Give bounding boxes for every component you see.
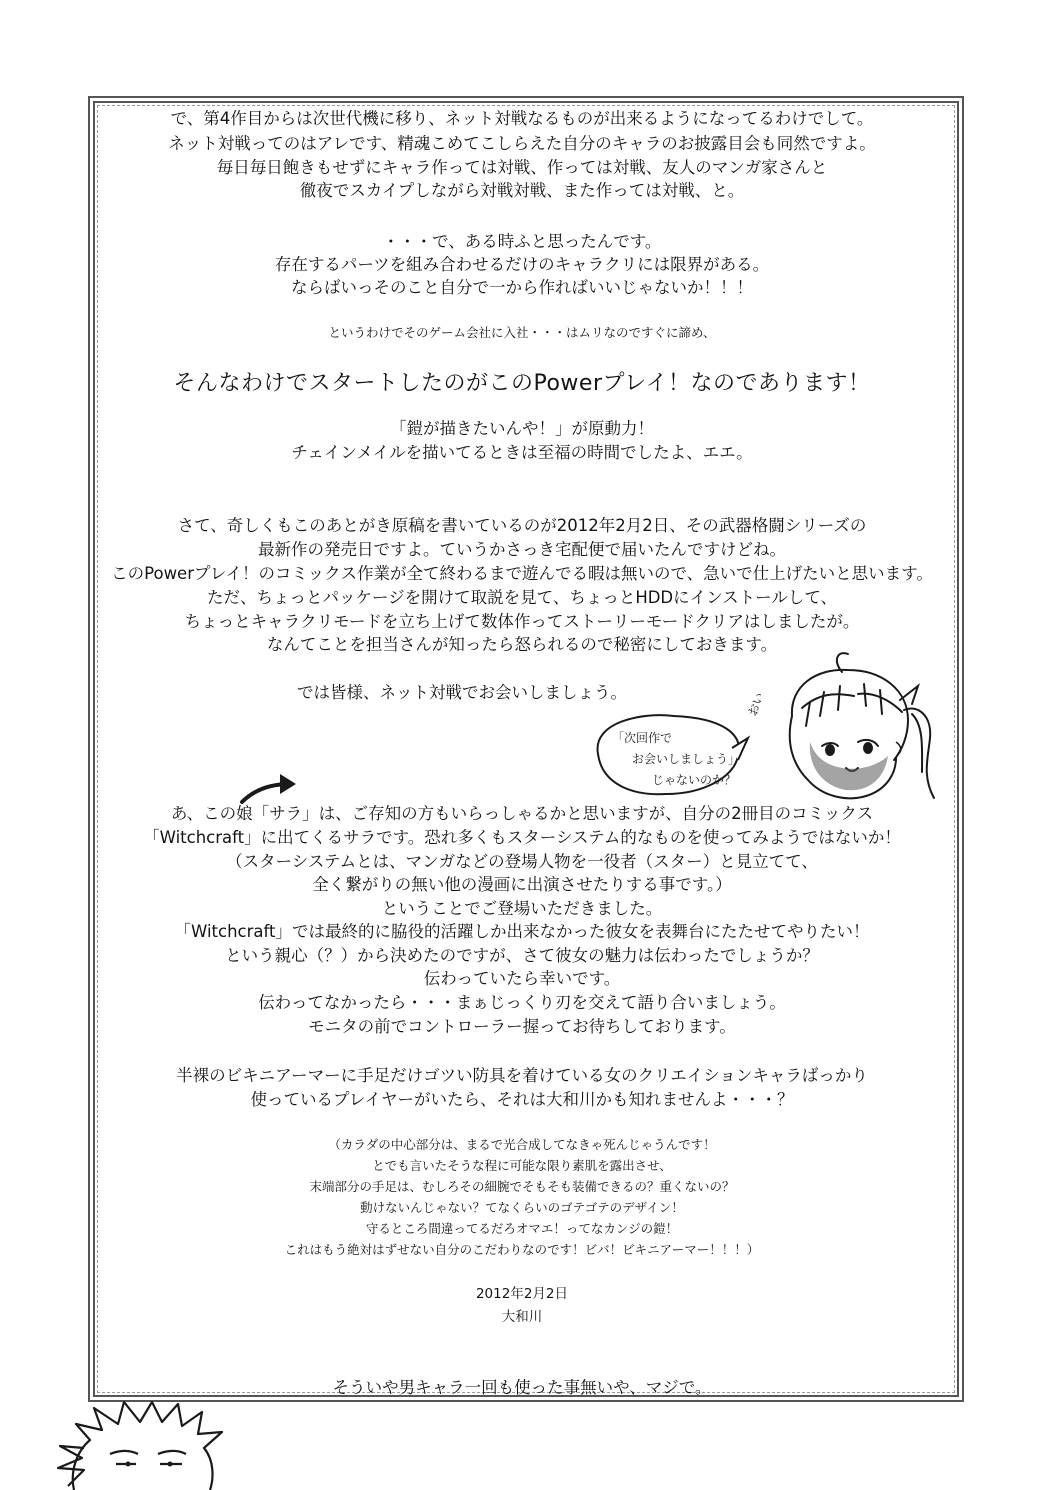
para6-line-1: 半裸のビキニアーマーに手足だけゴツい防具を着けている女のクリエイションキャラばっかり [176,1066,868,1085]
para2-line-1: ・・・で、ある時ふと思ったんです。 [382,232,662,251]
para5-line-9: 伝わってなかったら・・・まぁじっくり刃を交えて語り合いましょう。 [258,993,786,1012]
para5-line-2: 「Witchcraft」に出てくるサラです。恐れ多くもスターシステム的なものを使ってみようではないか！ [143,828,901,847]
speech-bubble [582,708,752,800]
para4-line-1: さて、奇しくもこのあとがき原稿を書いているのが2012年2月2日、その武器格闘シリーズの [177,516,867,535]
para1-line-2: ネット対戦ってのはアレです、精魂こめてこしらえた自分のキャラのお披露目会も同然ですよ。 [168,134,876,153]
para3-line-1: 「鎧が描きたいんや！」が原動力！ [390,419,654,438]
para2-line-3: ならばいっそのこと自分で一から作ればいいじゃないか！！！ [291,278,753,297]
aside-text: おい [745,690,767,719]
para5-line-4: 全く繋がりの無い他の漫画に出演させたりする事です。） [312,875,732,894]
para4-line-3: このPowerプレイ！のコミックス作業が全て終わるまで遊んでる暇は無いので、急いで仕上げたいと思います。 [111,564,933,583]
para5-line-8: 伝わっていたら幸いです。 [423,969,621,988]
small-note: というわけでそのゲーム会社に入社・・・はムリなのですぐに諦め、 [328,325,716,340]
para5-line-7: という親心（？）から決めたのですが、さて彼女の魅力は伝わったでしょうか？ [225,946,819,965]
girl-character-drawing [745,646,942,816]
para7-line-5: 守るところ間違ってるだろオマエ！ってなカンジの鎧！ [365,1221,679,1236]
para1-line-3: 毎日毎日飽きもせずにキャラ作っては対戦、作っては対戦、友人のマンガ家さんと [216,158,828,177]
para5-line-10: モニタの前でコントローラー握ってお待ちしております。 [308,1017,736,1036]
para5-line-5: ということでご登場いただきました。 [381,899,663,918]
bubble-line-3: じゃないのか？ [652,773,737,787]
para1-line-1: で、第4作目からは次世代機に移り、ネット対戦なるものが出来るようになってるわけでして。 [170,109,874,128]
para5-line-1: あ、この娘「サラ」は、ご存知の方もいらっしゃるかと思いますが、自分の2冊目のコミックス [170,804,874,823]
para4-line-6: なんてことを担当さんが知ったら怒られるので秘密にしておきます。 [266,635,778,654]
headline: そんなわけでスタートしたのがこのPowerプレイ！なのであります！ [173,371,871,396]
author-name: 大和川 [501,1309,543,1325]
para3-line-2: チェインメイルを描いてるときは至福の時間でしたよ、エエ。 [291,443,753,462]
boy-character-drawing [54,1398,234,1490]
bubble-line-1: 「次回作で [612,731,673,745]
para4-line-4: ただ、ちょっとパッケージを開けて取説を見て、ちょっとHDDにインストールして、 [206,588,837,607]
para7-line-2: とでも言いたそうな程に可能な限り素肌を露出させ、 [372,1158,672,1173]
greeting: では皆様、ネット対戦でお会いしましょう。 [297,683,627,702]
para1-line-4: 徹夜でスカイプしながら対戦対戦、また作っては対戦、と。 [299,181,745,200]
date: 2012年2月2日 [475,1286,569,1302]
para7-line-4: 動けないんじゃない？てなくらいのゴテゴテのデザイン！ [360,1200,684,1215]
para5-line-3: （スターシステムとは、マンガなどの登場人物を一役者（スター）と見立てて、 [226,852,818,871]
para7-line-1: （カラダの中心部分は、まるで光合成してなきゃ死んじゃうんです！ [328,1137,716,1152]
para5-line-6: 「Witchcraft」では最終的に脇役的活躍しか出来なかった彼女を表舞台にたたせてやりたい！ [174,922,870,941]
para4-line-2: 最新作の発売日ですよ。ていうかさっき宅配便で届いたんですけどね。 [258,540,786,559]
footer-note: そういや男キャラ一回も使った事無いや、マジで。 [332,1378,712,1397]
para4-line-5: ちょっとキャラクリモードを立ち上げて数体作ってストーリーモードクリアはしましたが。 [184,612,860,631]
para2-line-2: 存在するパーツを組み合わせるだけのキャラクリには限界がある。 [274,255,770,274]
para7-line-3: 末端部分の手足は、むしろその細腕でそもそも装備できるの？重くないの？ [309,1179,735,1194]
bubble-line-2: お会いしましょう」 [632,752,741,766]
para7-line-6: これはもう絶対はずせない自分のこだわりなのです！ビバ！ビキニアーマー！！！） [284,1242,760,1257]
para6-line-2: 使っているプレイヤーがいたら、それは大和川かも知れませんよ・・・？ [250,1090,794,1109]
